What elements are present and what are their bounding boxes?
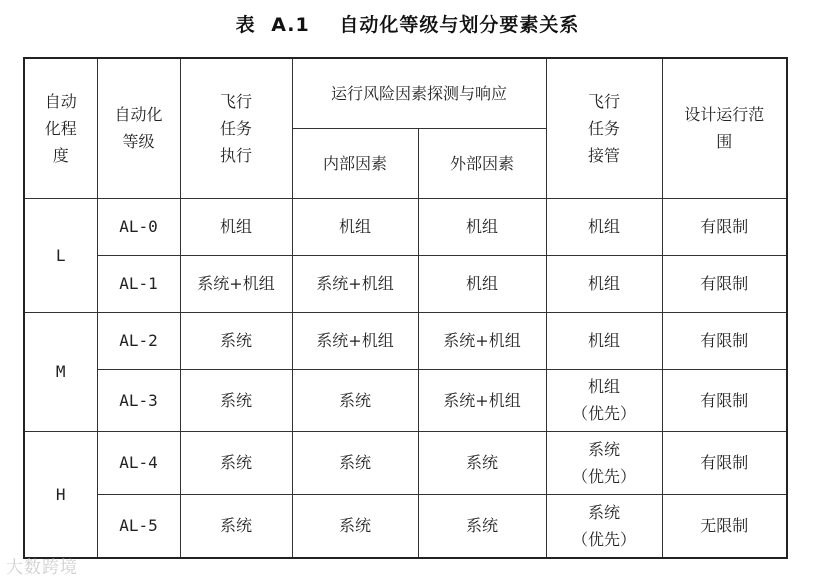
odd-cell: 有限制 <box>662 198 787 255</box>
header-execution: 飞行 任务 执行 <box>180 58 292 198</box>
table-title <box>0 10 815 37</box>
header-internal: 内部因素 <box>292 128 418 198</box>
level-cell: AL-5 <box>97 494 180 558</box>
external-cell: 机组 <box>418 255 546 312</box>
odd-cell: 有限制 <box>662 312 787 369</box>
takeover-cell: 机组 <box>546 198 662 255</box>
degree-cell: M <box>24 312 97 431</box>
title-prefix: 表 <box>235 14 256 36</box>
takeover-cell: 系统 （优先） <box>546 494 662 558</box>
odd-cell: 有限制 <box>662 255 787 312</box>
external-cell: 系统+机组 <box>418 312 546 369</box>
takeover-cell: 机组 <box>546 312 662 369</box>
level-cell: AL-0 <box>97 198 180 255</box>
level-cell: AL-1 <box>97 255 180 312</box>
execution-cell: 系统 <box>180 312 292 369</box>
level-cell: AL-4 <box>97 431 180 494</box>
odd-cell: 无限制 <box>662 494 787 558</box>
execution-cell: 机组 <box>180 198 292 255</box>
execution-cell: 系统 <box>180 431 292 494</box>
table-row <box>24 198 787 255</box>
external-cell: 系统 <box>418 494 546 558</box>
degree-cell: H <box>24 431 97 558</box>
internal-cell: 系统 <box>292 431 418 494</box>
internal-cell: 系统+机组 <box>292 312 418 369</box>
header-external: 外部因素 <box>418 128 546 198</box>
header-row-1 <box>24 58 787 128</box>
internal-cell: 系统 <box>292 494 418 558</box>
automation-level-table <box>23 57 788 559</box>
title-text: 自动化等级与划分要素关系 <box>339 14 580 36</box>
title-number: A.1 <box>271 14 310 36</box>
level-cell: AL-3 <box>97 369 180 431</box>
takeover-cell: 机组 <box>546 255 662 312</box>
header-level: 自动化 等级 <box>97 58 180 198</box>
table-row <box>24 369 787 431</box>
internal-cell: 机组 <box>292 198 418 255</box>
level-cell: AL-2 <box>97 312 180 369</box>
table-row <box>24 431 787 494</box>
external-cell: 机组 <box>418 198 546 255</box>
degree-cell: L <box>24 198 97 312</box>
execution-cell: 系统+机组 <box>180 255 292 312</box>
internal-cell: 系统 <box>292 369 418 431</box>
external-cell: 系统 <box>418 431 546 494</box>
table-row <box>24 255 787 312</box>
external-cell: 系统+机组 <box>418 369 546 431</box>
execution-cell: 系统 <box>180 369 292 431</box>
odd-cell: 有限制 <box>662 369 787 431</box>
takeover-cell: 系统 （优先） <box>546 431 662 494</box>
watermark: 大数跨境 <box>6 558 78 578</box>
internal-cell: 系统+机组 <box>292 255 418 312</box>
execution-cell: 系统 <box>180 494 292 558</box>
header-takeover: 飞行 任务 接管 <box>546 58 662 198</box>
header-odd: 设计运行范 围 <box>662 58 787 198</box>
takeover-cell: 机组 （优先） <box>546 369 662 431</box>
header-risk-group: 运行风险因素探测与响应 <box>292 58 546 128</box>
odd-cell: 有限制 <box>662 431 787 494</box>
table-row <box>24 312 787 369</box>
header-degree: 自动 化程 度 <box>24 58 97 198</box>
table-row <box>24 494 787 558</box>
